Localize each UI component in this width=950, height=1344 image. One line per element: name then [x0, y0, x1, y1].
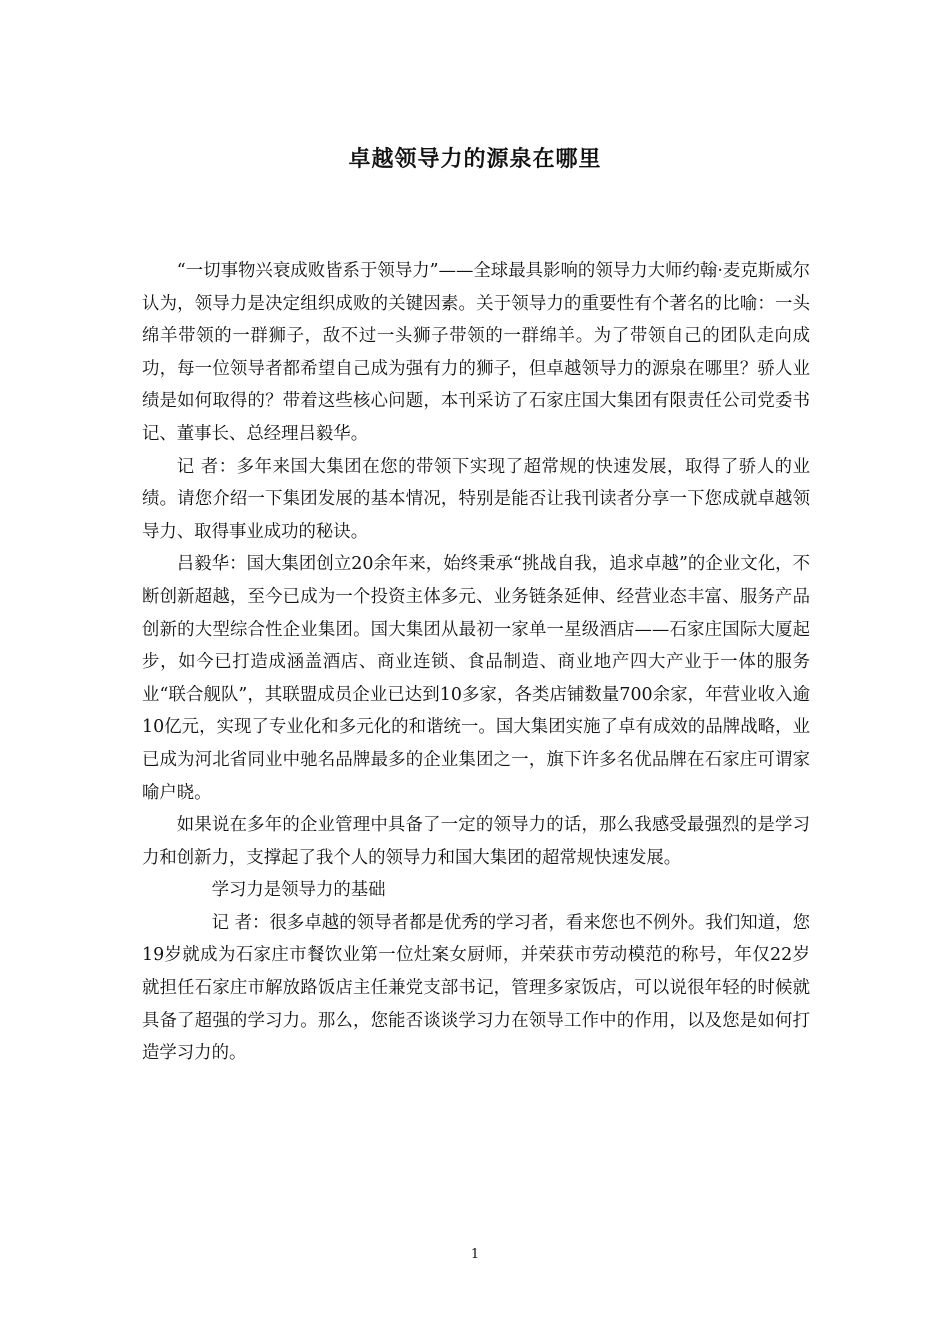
answer-paragraph-1: 吕毅华：国大集团创立20余年来，始终秉承“挑战自我，追求卓越”的企业文化，不断创新超越，至今已成为一个投资主体多元、业务链条延伸、经营业态丰富、服务产品创新的大型综合性企业集团。国大集团从最初一家单一星级酒店——石家庄国际大厦起步，如今已打造成涵盖酒店、商业连锁、食品制造、商业地产四大产业于一体的服务业“联合舰队”，其联盟成员企业已达到10多家，各类店铺数量700余家，年营业收入逾10亿元，实现了专业化和多元化的和谐统一。国大集团实施了卓有成效的品牌战略，业已成为河北省同业中驰名品牌最多的企业集团之一，旗下许多名优品牌在石家庄可谓家喻户晓。: [142, 554, 810, 803]
answer-paragraph-2: 如果说在多年的企业管理中具备了一定的领导力的话，那么我感受最强烈的是学习力和创新力，支撑起了我个人的领导力和国大集团的超常规快速发展。: [142, 815, 810, 868]
page-number: 1: [470, 1247, 480, 1262]
section-heading: 学习力是领导力的基础: [211, 880, 386, 901]
question-paragraph-2: 记 者：很多卓越的领导者都是优秀的学习者，看来您也不例外。我们知道，您19岁就成为石家庄市餐饮业第一位灶案女厨师，并荣获市劳动模范的称号，年仅22岁就担任石家庄市解放路饭店主任兼党支部书记，管理多家饭店，可以说很年轻的时候就具备了超强的学习力。那么，您能否谈谈学习力在领导工作中的作用，以及您是如何打造学习力的。: [142, 912, 810, 1064]
intro-paragraph: “一切事物兴衰成败皆系于领导力”——全球最具影响的领导力大师约翰·麦克斯威尔认为，领导力是决定组织成败的关键因素。关于领导力的重要性有个著名的比喻：一头绵羊带领的一群狮子，敌不过一头狮子带领的一群绵羊。为了带领自己的团队走向成功，每一位领导者都希望自己成为强有力的狮子，但卓越领导力的源泉在哪里？骄人业绩是如何取得的？带着这些核心问题，本刊采访了石家庄国大集团有限责任公司党委书记、董事长、总经理吕毅华。: [142, 261, 810, 444]
page-title: 卓越领导力的源泉在哪里: [348, 146, 602, 172]
article-body: [142, 255, 810, 1070]
question-paragraph-1: 记 者：多年来国大集团在您的带领下实现了超常规的快速发展，取得了骄人的业绩。请您介绍一下集团发展的基本情况，特别是能否让我刊读者分享一下您成就卓越领导力、取得事业成功的秘诀。: [142, 456, 810, 542]
